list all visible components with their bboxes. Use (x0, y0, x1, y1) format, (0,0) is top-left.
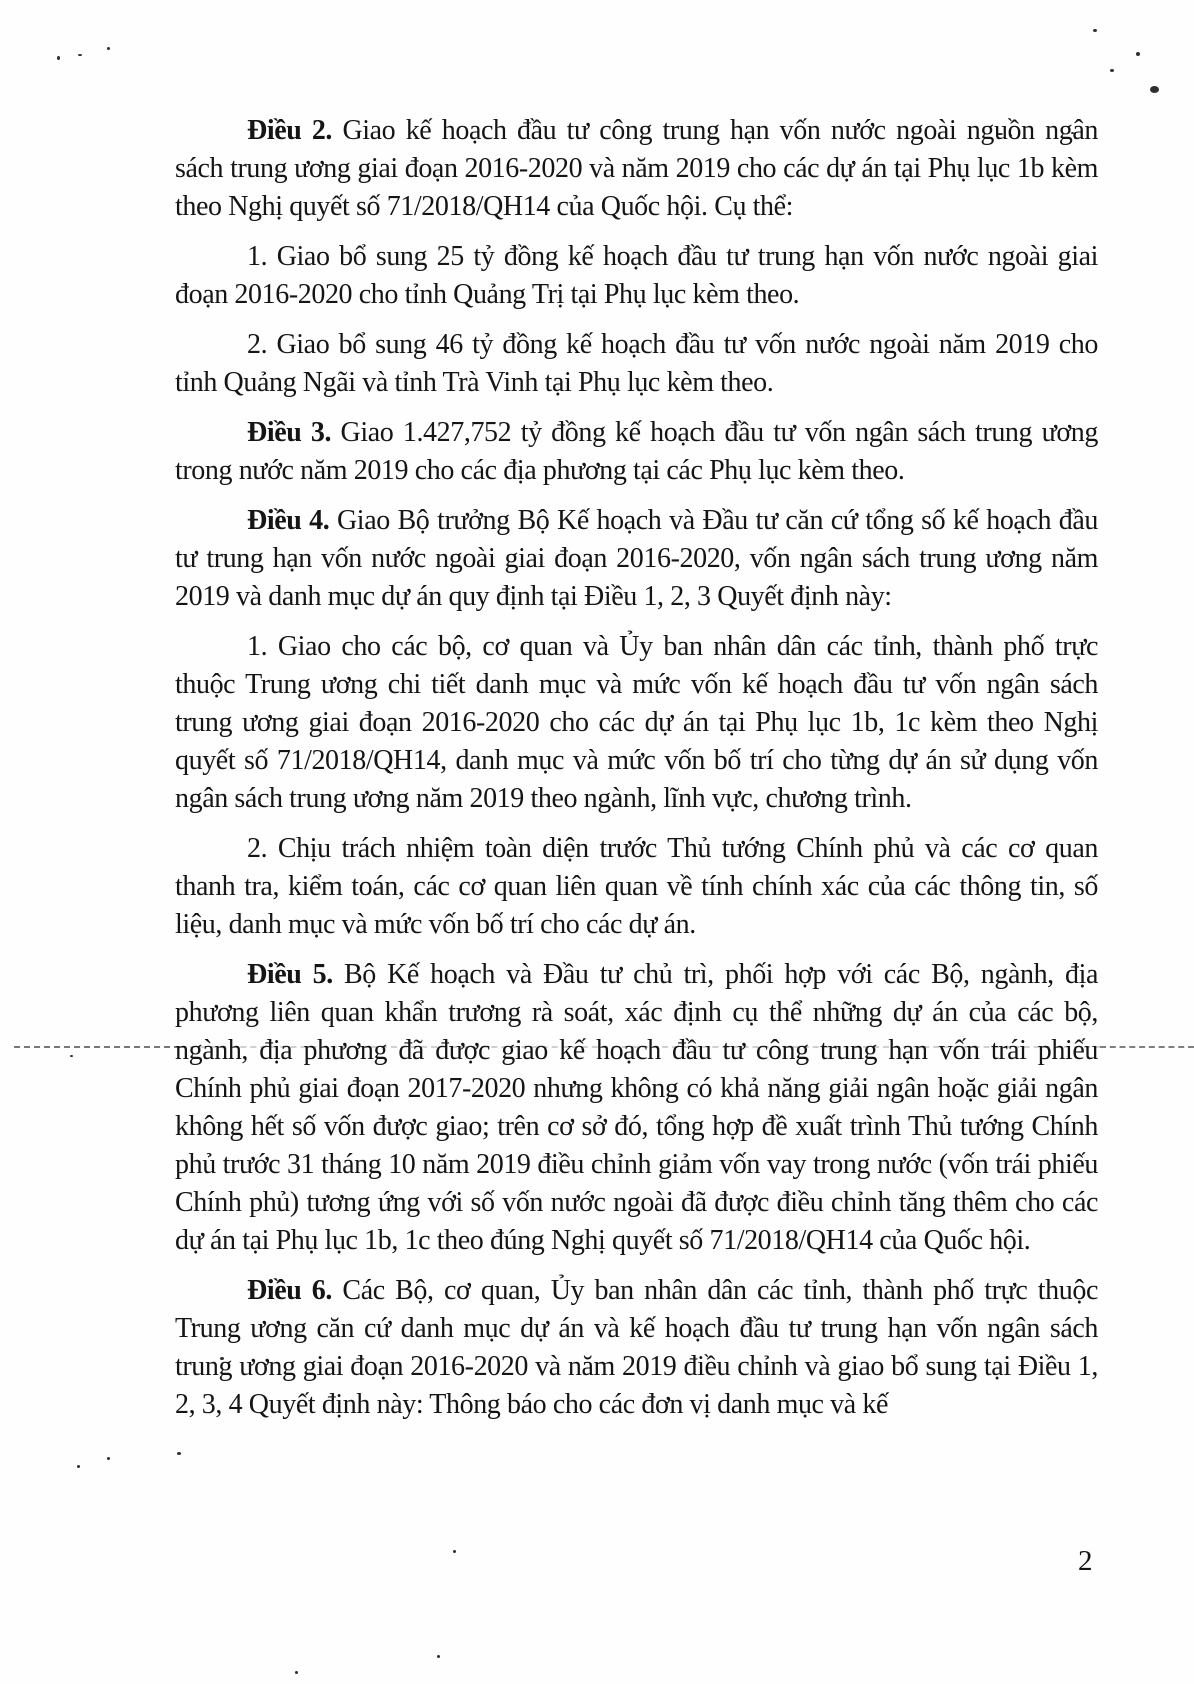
item-text: 2. Chịu trách nhiệm toàn diện trước Thủ tướng Chính phủ và các cơ quan thanh tra, kiểm toán, các cơ quan liên quan về tính chính xác của các thông tin, số liệu, danh mục và mức vốn bố trí cho các dự án. (175, 833, 1098, 940)
page-number: 2 (1078, 1545, 1093, 1577)
ink-speck (107, 47, 110, 50)
paragraph-article-2 (175, 112, 1098, 226)
paragraph-article-4-item-1 (175, 628, 1098, 818)
ink-speck (437, 1655, 440, 1658)
article-5-label: Điều 5. (247, 959, 333, 990)
ink-speck (1136, 52, 1140, 56)
article-4-label: Điều 4. (247, 505, 330, 536)
article-6-label: Điều 6. (247, 1275, 333, 1306)
paragraph-article-4-item-2 (175, 830, 1098, 944)
article-3-text: Giao 1.427,752 tỷ đồng kế hoạch đầu tư vốn ngân sách trung ương trong nước năm 2019 cho các địa phương tại các Phụ lục kèm theo. (175, 417, 1098, 486)
ink-speck (1150, 86, 1159, 93)
ink-speck (70, 1055, 73, 1057)
item-text: 1. Giao cho các bộ, cơ quan và Ủy ban nhân dân các tỉnh, thành phố trực thuộc Trung ương chi tiết danh mục và mức vốn kế hoạch đầu tư vốn ngân sách trung ương giai đoạn 2016-2020 cho các dự án tại Phụ lục 1b, 1c kèm theo Nghị quyết số 71/2018/QH14, danh mục và mức vốn bố trí cho từng dự án sử dụng vốn ngân sách trung ương năm 2019 theo ngành, lĩnh vực, chương trình. (175, 631, 1098, 814)
paragraph-article-3 (175, 414, 1098, 490)
article-2-label: Điều 2. (247, 115, 333, 146)
article-3-label: Điều 3. (247, 417, 332, 448)
paragraph-article-4 (175, 502, 1098, 616)
ink-speck (1110, 69, 1114, 72)
ink-speck (1093, 29, 1097, 32)
ink-speck (78, 54, 82, 56)
ink-speck (295, 1671, 298, 1674)
scan-crease-line-right (1100, 1046, 1194, 1048)
ink-speck (453, 1550, 456, 1553)
item-text: 1. Giao bổ sung 25 tỷ đồng kế hoạch đầu tư trung hạn vốn nước ngoài giai đoạn 2016-2020 cho tỉnh Quảng Trị tại Phụ lục kèm theo. (175, 241, 1098, 310)
article-2-text: Giao kế hoạch đầu tư công trung hạn vốn nước ngoài nguồn ngân sách trung ương giai đoạn 2016-2020 và năm 2019 cho các dự án tại Phụ lục 1b kèm theo Nghị quyết số 71/2018/QH14 của Quốc hội. Cụ thể: (175, 115, 1098, 222)
ink-speck (77, 1465, 80, 1468)
paragraph-article-2-item-1 (175, 238, 1098, 314)
ink-speck (57, 56, 60, 60)
paragraph-article-5 (175, 956, 1098, 1260)
article-4-text: Giao Bộ trưởng Bộ Kế hoạch và Đầu tư căn cứ tổng số kế hoạch đầu tư trung hạn vốn nước ngoài giai đoạn 2016-2020, vốn ngân sách trung ương năm 2019 và danh mục dự án quy định tại Điều 1, 2, 3 Quyết định này: (175, 505, 1098, 612)
article-6-text: Các Bộ, cơ quan, Ủy ban nhân dân các tỉnh, thành phố trực thuộc Trung ương căn cứ danh mục dự án và kế hoạch đầu tư trung hạn vốn ngân sách trung ương giai đoạn 2016-2020 và năm 2019 điều chỉnh và giao bổ sung tại Điều 1, 2, 3, 4 Quyết định này: Thông báo cho các đơn vị danh mục và kế (175, 1275, 1098, 1420)
scan-crease-line-left (14, 1046, 180, 1048)
document-body (175, 112, 1098, 1436)
article-5-text: Bộ Kế hoạch và Đầu tư chủ trì, phối hợp với các Bộ, ngành, địa phương liên quan khẩn trương rà soát, xác định cụ thể những dự án của các bộ, ngành, địa phương đã được giao kế hoạch đầu tư công trung hạn vốn trái phiếu Chính phủ giai đoạn 2017-2020 nhưng không có khả năng giải ngân hoặc giải ngân không hết số vốn được giao; trên cơ sở đó, tổng hợp đề xuất trình Thủ tướng Chính phủ trước 31 tháng 10 năm 2019 điều chỉnh giảm vốn vay trong nước (vốn trái phiếu Chính phủ) tương ứng với số vốn nước ngoài đã được điều chỉnh tăng thêm cho các dự án tại Phụ lục 1b, 1c theo đúng Nghị quyết số 71/2018/QH14 của Quốc hội. (175, 959, 1098, 1256)
paragraph-article-6 (175, 1272, 1098, 1424)
ink-speck (177, 1452, 181, 1455)
item-text: 2. Giao bổ sung 46 tỷ đồng kế hoạch đầu tư vốn nước ngoài năm 2019 cho tỉnh Quảng Ngãi và tỉnh Trà Vinh tại Phụ lục kèm theo. (175, 329, 1098, 398)
paragraph-article-2-item-2 (175, 326, 1098, 402)
ink-speck (107, 1457, 110, 1460)
